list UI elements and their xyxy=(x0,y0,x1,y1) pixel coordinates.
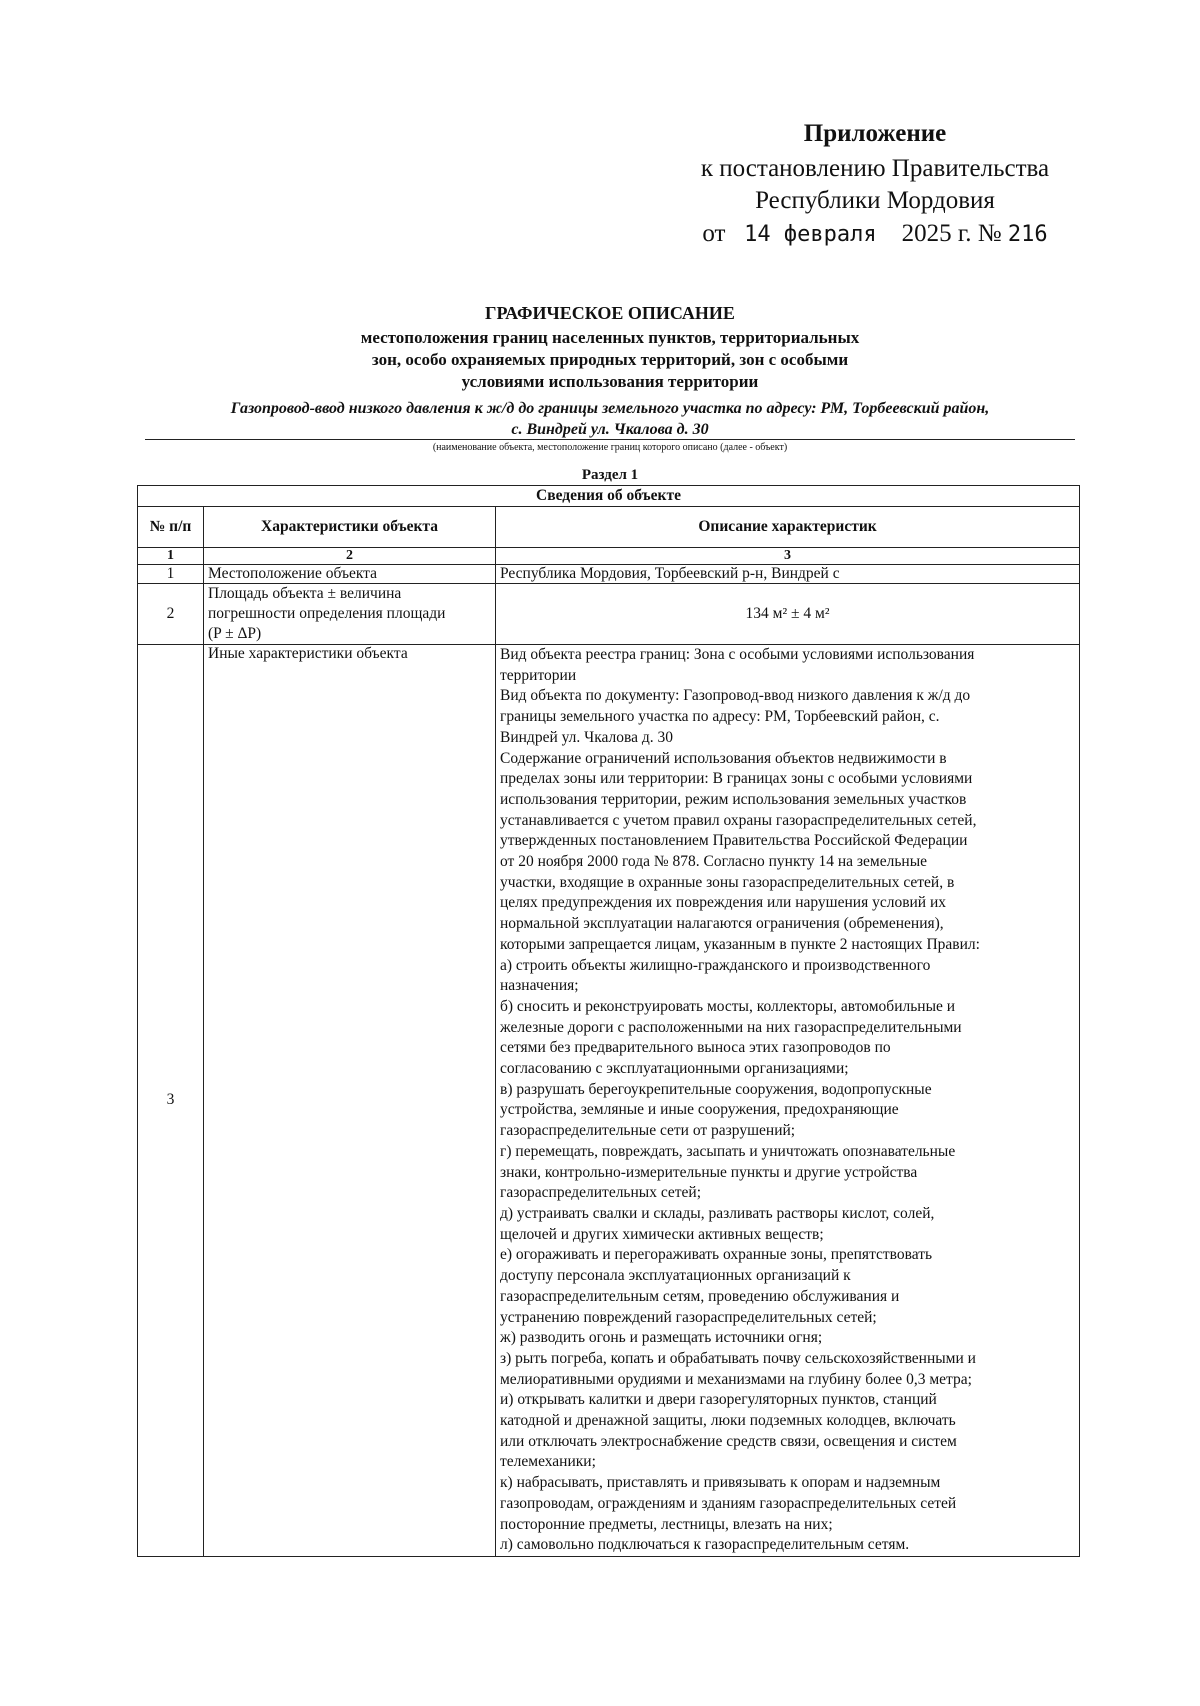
description-line: д) устраивать свалки и склады, разливать растворы кислот, солей, xyxy=(500,1204,935,1222)
row-number: 2 xyxy=(138,584,204,645)
description-line: газораспределительным сетям, проведению обслуживания и xyxy=(500,1287,900,1305)
description-line: газопроводам, ограждениям и зданиям газораспределительных сетей xyxy=(500,1494,957,1512)
object-note: (наименование объекта, местоположение границ которого описано (далее - объект) xyxy=(432,442,788,453)
row-characteristic: Иные характеристики объекта xyxy=(204,645,496,1557)
characteristic-line: погрешности определения площади xyxy=(208,605,446,622)
row-number: 3 xyxy=(138,645,204,1557)
description-line: или отключать электроснабжение средств связи, освещения и систем xyxy=(500,1432,957,1450)
description-line: от 20 ноября 2000 года № 878. Согласно пункту 14 на земельные xyxy=(500,853,927,871)
appendix-line-2: Республики Мордовия xyxy=(755,187,995,214)
description-line: доступу персонала эксплуатационных организаций к xyxy=(500,1267,851,1285)
description-line: устройства, земляные и иные сооружения, предохраняющие xyxy=(500,1101,899,1119)
header-description: Описание характеристик xyxy=(496,507,1080,548)
description-line: использования территории, режим использования земельных участков xyxy=(500,790,967,808)
description-line: мелиоративными орудиями и механизмами на глубину более 0,3 метра; xyxy=(500,1370,972,1388)
row-characteristic: Местоположение объекта xyxy=(204,565,496,584)
subtitle-line: условиями использования территории xyxy=(461,372,759,391)
description-line: Вид объекта реестра границ: Зона с особыми условиями использования xyxy=(500,646,975,663)
column-number: 3 xyxy=(496,548,1080,565)
description-line: знаки, контрольно-измерительные пункты и другие устройства xyxy=(500,1163,918,1181)
table-caption: Сведения об объекте xyxy=(138,486,1080,507)
description-line: границы земельного участка по адресу: РМ, Торбеевский район, с. xyxy=(500,708,940,726)
object-name-line: Газопровод-ввод низкого давления к ж/д до границы земельного участка по адресу: РМ, Торбеевский район, xyxy=(230,400,990,417)
characteristic-line: (P ± ΔP) xyxy=(208,625,262,642)
description-line: телемеханики; xyxy=(500,1453,596,1471)
document-subtitle xyxy=(140,327,1080,393)
table-row xyxy=(138,584,1080,645)
description-line: катодной и дренажной защиты, люки подземных колодцев, включать xyxy=(500,1412,956,1430)
column-number: 1 xyxy=(138,548,204,565)
description-line: щелочей и других химически активных веществ; xyxy=(500,1225,824,1243)
description-line: Вид объекта по документу: Газопровод-ввод низкого давления к ж/д до xyxy=(500,687,971,705)
header-characteristic: Характеристики объекта xyxy=(204,507,496,548)
row-description: 134 м² ± 4 м² xyxy=(496,584,1080,645)
description-line: нормальной эксплуатации налагаются ограничения (обременения), xyxy=(500,915,944,933)
description-line: в) разрушать берегоукрепительные сооружения, водопропускные xyxy=(500,1080,932,1098)
document-title: ГРАФИЧЕСКОЕ ОПИСАНИЕ xyxy=(485,303,735,323)
description-line: железные дороги с расположенными на них газораспределительными xyxy=(500,1018,962,1036)
table-caption-row xyxy=(138,486,1080,507)
description-line: назначения; xyxy=(500,977,579,995)
description-line: е) огораживать и перегораживать охранные зоны, препятствовать xyxy=(500,1246,933,1264)
description-line: г) перемещать, повреждать, засыпать и уничтожать опознавательные xyxy=(500,1142,956,1160)
description-line: утвержденных постановлением Правительства Российской Федерации xyxy=(500,832,968,850)
description-line: устанавливается с учетом правил охраны газораспределительных сетей, xyxy=(500,811,977,829)
object-info-table xyxy=(137,485,1080,1557)
object-underline xyxy=(145,439,1075,440)
description-line: газораспределительные сети от разрушений; xyxy=(500,1122,796,1140)
appendix-date-line xyxy=(660,220,1090,248)
description-line: участки, входящие в охранные зоны газораспределительных сетей, в xyxy=(500,873,955,891)
subtitle-line: зон, особо охраняемых природных территорий, зон с особыми xyxy=(371,350,849,369)
description-line: б) сносить и реконструировать мосты, коллекторы, автомобильные и xyxy=(500,997,956,1015)
row-number: 1 xyxy=(138,565,204,584)
table-row xyxy=(138,645,1080,1557)
table-row xyxy=(138,565,1080,584)
appendix-date: 14 февраля xyxy=(744,222,877,247)
appendix-line-1: к постановлению Правительства xyxy=(700,155,1050,182)
description-line: устранению повреждений газораспределительных сетей; xyxy=(500,1308,877,1326)
description-line: которыми запрещается лицам, указанным в пункте 2 настоящих Правил: xyxy=(500,935,980,953)
description-line: согласованию с эксплуатационными организациями; xyxy=(500,1060,849,1078)
section-title: Раздел 1 xyxy=(581,467,639,483)
appendix-prefix: от xyxy=(702,220,726,247)
appendix-number: 216 xyxy=(1007,222,1048,247)
description-line: территории xyxy=(500,666,577,684)
appendix-title: Приложение xyxy=(803,120,947,147)
object-name-line: с. Виндрей ул. Чкалова д. 30 xyxy=(511,421,709,438)
object-name xyxy=(140,398,1080,440)
description-line: а) строить объекты жилищно-гражданского и производственного xyxy=(500,956,931,974)
description-line: Содержание ограничений использования объектов недвижимости в xyxy=(500,749,947,767)
characteristic-line: Площадь объекта ± величина xyxy=(208,585,402,602)
column-number-row xyxy=(138,548,1080,565)
description-line: и) открывать калитки и двери газорегуляторных пунктов, станций xyxy=(500,1391,937,1409)
row-characteristic xyxy=(204,584,496,645)
description-line: з) рыть погреба, копать и обрабатывать почву сельскохозяйственными и xyxy=(500,1349,976,1367)
description-line: к) набрасывать, приставлять и привязывать к опорам и надземным xyxy=(500,1474,941,1492)
table-header-row xyxy=(138,507,1080,548)
description-line: целях предупреждения их повреждения или нарушения условий их xyxy=(500,894,947,912)
description-line: посторонние предметы, лестницы, влезать на них; xyxy=(500,1515,833,1533)
description-line: сетями без предварительного выноса этих газопроводов по xyxy=(500,1039,891,1057)
description-line: пределах зоны или территории: В границах зоны с особыми условиями xyxy=(500,770,973,788)
appendix-year: 2025 г. № xyxy=(901,220,1002,247)
column-number: 2 xyxy=(204,548,496,565)
row-description xyxy=(496,645,1080,1557)
subtitle-line: местоположения границ населенных пунктов, территориальных xyxy=(360,328,860,347)
description-line: ж) разводить огонь и размещать источники огня; xyxy=(500,1329,823,1347)
row-description: Республика Мордовия, Торбеевский р-н, Виндрей с xyxy=(496,565,1080,584)
description-line: газораспределительных сетей; xyxy=(500,1184,702,1202)
description-line: л) самовольно подключаться к газораспределительным сетям. xyxy=(500,1536,910,1554)
header-number: № п/п xyxy=(138,507,204,548)
description-line: Виндрей ул. Чкалова д. 30 xyxy=(500,728,674,746)
